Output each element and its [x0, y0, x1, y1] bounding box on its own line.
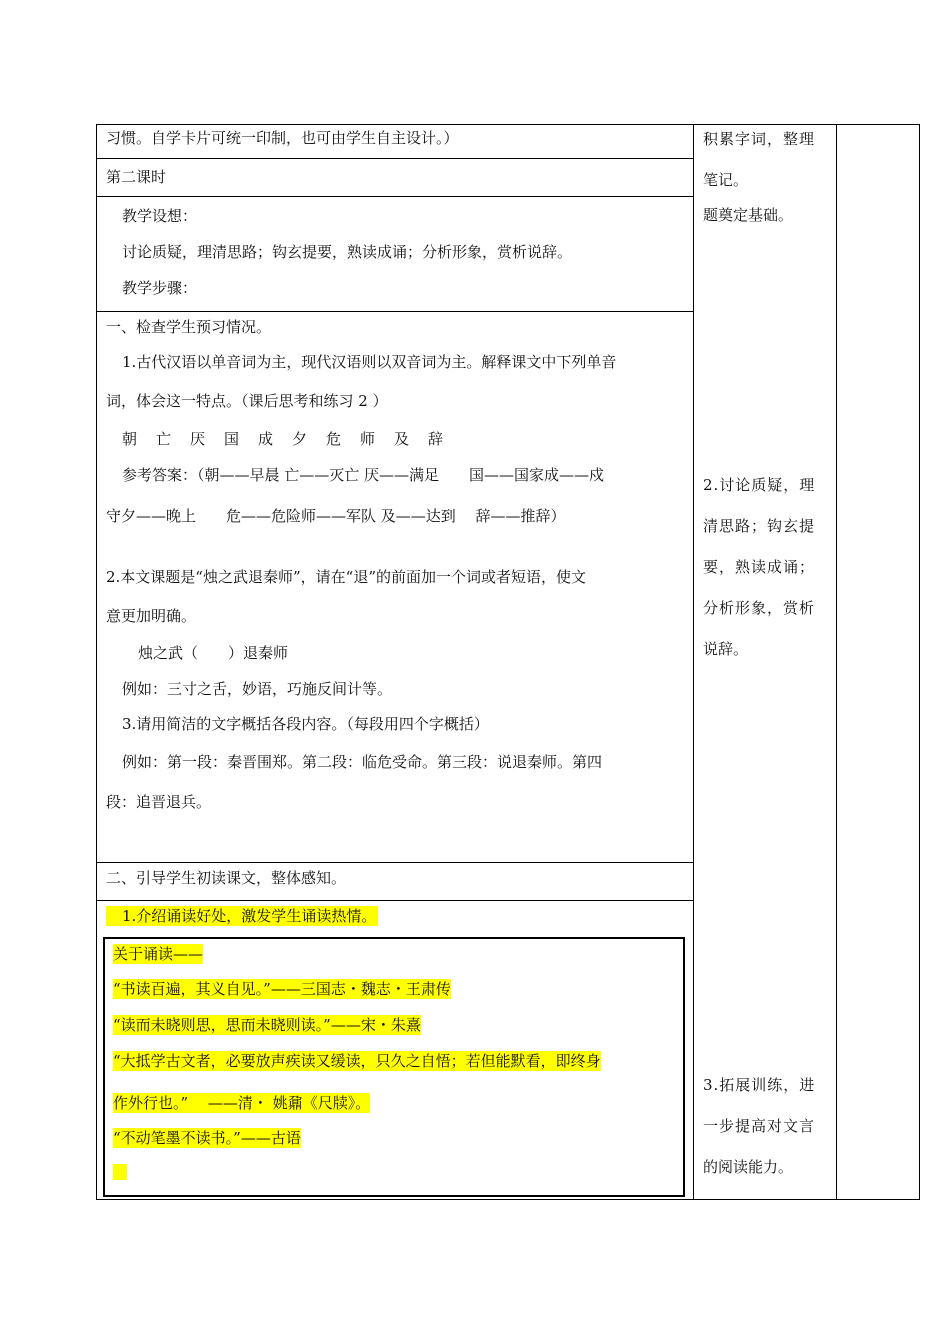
steps-label: 教学步骤： [122, 279, 198, 297]
lesson-title: 第二课时 [106, 168, 167, 186]
intro-highlighted: 1.介绍诵读好处，激发学生诵读热情。 [106, 906, 378, 926]
table-top-border [96, 124, 920, 125]
column-divider-2 [836, 124, 837, 1200]
question2-example: 例如：三寸之舌，妙语，巧施反间计等。 [122, 680, 393, 698]
table-left-border [96, 124, 97, 1200]
highlight-marker [113, 1164, 127, 1180]
table-right-border [919, 124, 920, 1200]
quote-3-line2: 作外行也。” ——清・ 姚鼐《尺牍》。 [113, 1094, 371, 1112]
answer-line2: 守夕——晚上 危——危险师——军队 及——达到 辞——推辞） [106, 507, 566, 525]
row-divider [96, 862, 694, 863]
quote-3-line1: “大抵学古文者，必要放声疾读又缓读，只久之自悟；若但能默看，即终身 [113, 1052, 601, 1070]
question3-example2: 段：追晋退兵。 [106, 793, 212, 811]
design-text: 讨论质疑，理清思路；钩玄提要，熟读成诵；分析形象，赏析说辞。 [122, 243, 573, 261]
note1-line3: 题奠定基础。 [703, 206, 794, 224]
question2-line1: 2.本文课题是“烛之武退秦师”，请在“退”的前面加一个词或者短语，使文 [106, 568, 586, 586]
note2-line3: 要，熟读成诵； [703, 558, 816, 576]
quote-2: “读而未晓则思，思而未晓则读。”——宋・朱熹 [113, 1016, 421, 1034]
section1-title: 一、检查学生预习情况。 [106, 318, 272, 336]
answer-line1: 参考答案：（朝——早晨 亡——灭亡 厌——满足 国——国家成——戍 [122, 466, 605, 484]
section2-title: 二、引导学生初读课文，整体感知。 [106, 869, 347, 887]
note1-line1: 积累字词，整理 [703, 130, 816, 148]
note3-line3: 的阅读能力。 [703, 1158, 794, 1176]
quote-4: “不动笔墨不读书。”——古语 [113, 1129, 301, 1147]
row-divider [96, 158, 694, 159]
table-bottom-border [96, 1199, 920, 1200]
note2-line5: 说辞。 [703, 640, 749, 658]
note3-line1: 3.拓展训练，进 [703, 1076, 816, 1094]
row-divider [96, 311, 694, 312]
quote-box-heading: 关于诵读—— [113, 945, 204, 963]
note2-line1: 2.讨论质疑，理 [703, 476, 816, 494]
note2-line4: 分析形象，赏析 [703, 599, 816, 617]
column-divider-1 [693, 124, 694, 1200]
row-continuation-text: 习惯。自学卡片可统一印制，也可由学生自主设计。） [106, 129, 459, 147]
question1-words: 朝 亡 厌 国 成 夕 危 师 及 辞 [122, 430, 446, 448]
question3-line1: 3.请用简洁的文字概括各段内容。（每段用四个字概括） [122, 715, 489, 733]
note3-line2: 一步提高对文言 [703, 1117, 816, 1135]
question3-example1: 例如：第一段：秦晋围郑。第二段：临危受命。第三段：说退秦师。第四 [122, 753, 603, 771]
design-label: 教学设想： [122, 207, 198, 225]
question2-line2: 意更加明确。 [106, 607, 197, 625]
question2-blank: 烛之武（ ）退秦师 [138, 644, 289, 662]
quote-1: “书读百遍，其义自见。”——三国志・魏志・王肃传 [113, 980, 451, 998]
note2-line2: 清思路；钩玄提 [703, 517, 816, 535]
question1-line2: 词，体会这一特点。（课后思考和练习 2 ） [106, 392, 388, 410]
row-divider [96, 900, 694, 901]
note1-line2: 笔记。 [703, 171, 749, 189]
question1-line1: 1.古代汉语以单音词为主，现代汉语则以双音词为主。解释课文中下列单音 [122, 353, 617, 371]
row-divider [96, 196, 694, 197]
